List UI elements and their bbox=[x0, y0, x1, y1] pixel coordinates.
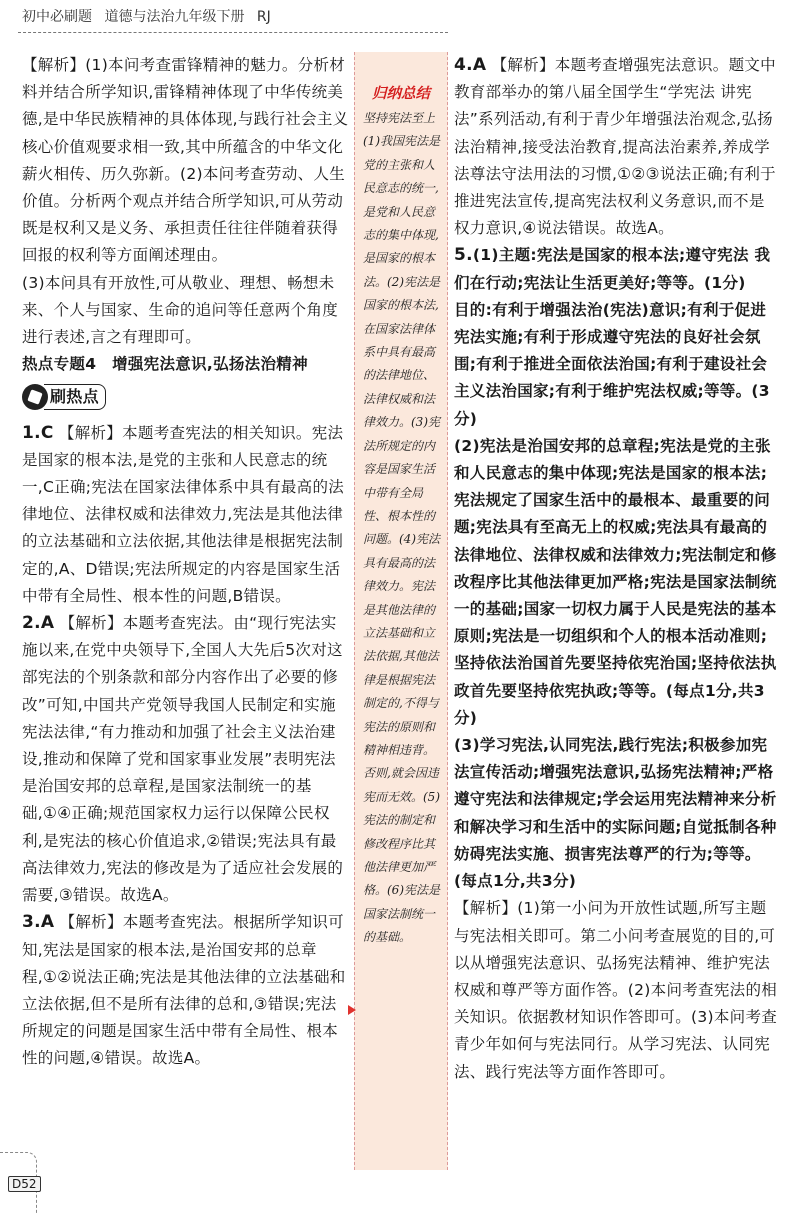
question-4-text: 【解析】本题考查增强宪法意识。题文中教育部举办的第八届全国学生“学宪法 讲宪法”系列活动,有利于青少年增强法治观念,弘扬法治精神,接受法治教育,提高法治素养,养成学法尊法守法用法的习惯,①②③说法正确;有利于推进宪法宣传,提高宪法权利义务意识,而不是权力意识,④说法错误。故选A。 bbox=[454, 56, 776, 238]
book-title: 道德与法治九年级下册 bbox=[104, 9, 245, 25]
left-column bbox=[22, 52, 350, 1073]
section-title: 热点专题4 增强宪法意识,弘扬法治精神 bbox=[22, 355, 308, 374]
question-4 bbox=[454, 52, 780, 242]
question-5-number: 5. bbox=[454, 245, 473, 266]
question-4-number: 4.A bbox=[454, 55, 487, 75]
page-number: D52 bbox=[8, 1176, 41, 1192]
edition-label: RJ bbox=[256, 9, 271, 25]
question-3-text: 【解析】本题考查宪法。根据所学知识可知,宪法是国家的根本法,是治国安邦的总章程,①②说法正确;宪法是其他法律的立法基础和立法依据,但不是所有法律的总和,③错误;宪法所规定的问题是国家生活中带有全局性、根本性的问题,④错误。故选A。 bbox=[22, 913, 346, 1068]
question-5-part-1-text: (1)主题:宪法是国家的根本法;遵守宪法 我们在行动;宪法让生活更美好;等等。(1分) bbox=[454, 246, 771, 292]
summary-title: 归纳总结 bbox=[372, 86, 430, 102]
summary-text: 坚持宪法至上(1)我国宪法是党的主张和人民意志的统一,是党和人民意志的集中体现,是国家的根本法。(2)宪法是国家的根本法,在国家法律体系中具有最高的法律地位、法律权威和法律效力。(3)宪法所规定的内容是国家生活中带有全局性、根本性的问题。(4)宪法具有最高的法律效力。宪法是其他法律的立法基础和立法依据,其他法律是根据宪法制定的,不得与宪法的原则和精神相违背。否则,就会因违宪而无效。(5)宪法的制定和修改程序比其他法律更加严格。(6)宪法是国家法制统一的基础。 bbox=[363, 111, 440, 945]
pointer-arrow-icon bbox=[348, 1005, 356, 1015]
analysis-paragraph-2: (3)本问具有开放性,可从敬业、理想、畅想未来、个人与国家、生命的追问等任意两个角度进行表述,言之有理即可。 bbox=[22, 273, 339, 347]
page-header bbox=[22, 6, 279, 30]
question-5-analysis: 【解析】(1)第一小问为开放性试题,所写主题与宪法相关即可。第二小问考查展览的目的,可以从增强宪法意识、弘扬宪法精神、维护宪法权威和尊严等方面作答。(2)本问考查宪法的相关知识。依据教材知识作答即可。(3)本问考查青少年如何与宪法同行。从学习宪法、认同宪法、践行宪法等方面作答即可。 bbox=[454, 899, 778, 1081]
question-3-number: 3.A bbox=[22, 912, 55, 933]
hot-topic-banner bbox=[22, 382, 106, 412]
question-5-part-3: (3)学习宪法,认同宪法,践行宪法;积极参加宪法宣传活动;增强宪法意识,弘扬宪法精神;严格遵守宪法和法律规定;学会运用宪法精神来分析和解决学习和生活中的实际问题;自觉抵制各种妨碍宪法实施、损害宪法尊严的行为;等等。(每点1分,共3分) bbox=[454, 736, 777, 891]
analysis-paragraph-1: 【解析】(1)本问考查雷锋精神的魅力。分析材料并结合所学知识,雷锋精神体现了中华传统美德,是中华民族精神的具体体现,与践行社会主义核心价值观要求相一致,其中所蕴含的中华文化薪火相传、历久弥新。(2)本问考查劳动、人生价值。分析两个观点并结合所学知识,可从劳动既是权利又是义务、承担责任往往伴随着获得回报的权利等方面阐述理由。 bbox=[22, 56, 349, 265]
question-5-part-1 bbox=[454, 242, 780, 296]
question-1-number: 1.C bbox=[22, 422, 54, 443]
summary-sidebar bbox=[354, 52, 448, 1170]
hot-topic-label: 刷热点 bbox=[44, 384, 106, 410]
question-2-number: 2.A bbox=[22, 613, 55, 634]
question-1 bbox=[22, 420, 350, 610]
right-column bbox=[454, 52, 780, 1086]
question-5-part-1b: 目的:有利于增强法治(宪法)意识;有利于促进宪法实施;有利于形成遵守宪法的良好社会氛围;有利于推进全面依法治国;有利于建设社会主义法治国家;有利于维护宪法权威;等等。(3分) bbox=[454, 300, 770, 428]
question-2 bbox=[22, 610, 350, 909]
question-2-text: 【解析】本题考查宪法。由“现行宪法实施以来,在党中央领导下,全国人大先后5次对这部宪法的个别条款和部分内容作出了必要的修改”可知,中国共产党领导我国人民制定和实施宪法法律,“有力推动和加强了社会主义法治建设,推动和保障了党和国家事业发展”表明宪法是治国安邦的总章程,是国家法制统一的基础,①④正确;规范国家权力运行以保障公民权利,是宪法的核心价值追求,②错误;宪法具有最高法律效力,宪法的修改是为了适应社会发展的需要,③错误。故选A。 bbox=[22, 614, 344, 905]
question-5-part-2: (2)宪法是治国安邦的总章程;宪法是党的主张和人民意志的集中体现;宪法是国家的根本法;宪法规定了国家生活中的最根本、最重要的问题;宪法具有至高无上的权威;宪法具有最高的法律地位、法律权威和法律效力;宪法制定和修改程序比其他法律更加严格;宪法是国家法制统一的基础;国家一切权力属于人民是宪法的基本原则;宪法是一切组织和个人的根本活动准则;坚持依法治国首先要坚持依宪治国;坚持依法执政首先要坚持依宪执政;等等。(每点1分,共3分) bbox=[454, 436, 777, 727]
question-1-text: 【解析】本题考查宪法的相关知识。宪法是国家的根本法,是党的主张和人民意志的统一,C正确;宪法在国家法律体系中具有最高的法律地位、法律权威和法律效力,宪法是其他法律的立法基础和立法依据,其他法律是根据宪法制定的,A、D错误;宪法所规定的内容是国家生活中带有全局性、根本性的问题,B错误。 bbox=[22, 423, 345, 605]
question-3 bbox=[22, 909, 350, 1072]
series-title: 初中必刷题 bbox=[22, 9, 92, 25]
header-divider bbox=[18, 32, 448, 33]
